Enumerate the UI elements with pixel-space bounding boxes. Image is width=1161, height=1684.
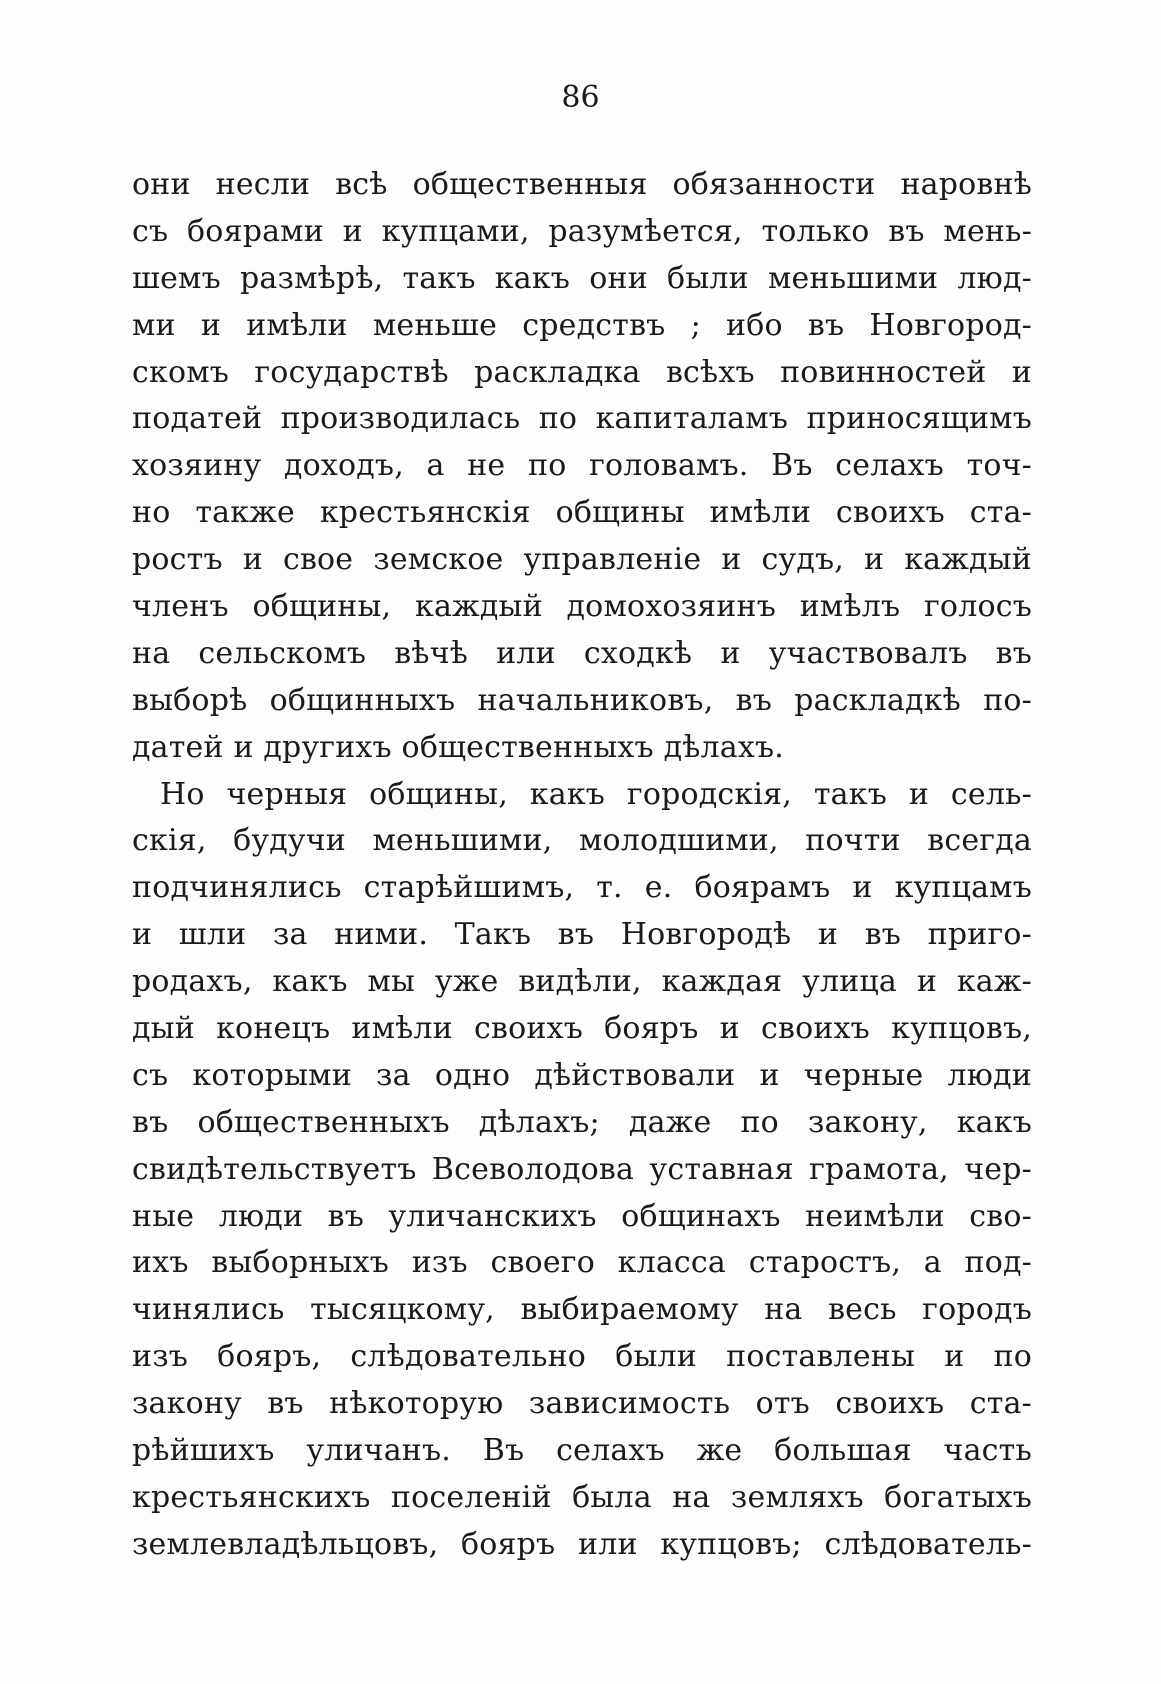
text-line: скомъ государствѣ раскладка всѣхъ повинностей и — [132, 354, 1032, 390]
text-line: ростъ и свое земское управленіе и судъ, и каждый — [132, 542, 1032, 578]
text-line: выборѣ общинныхъ начальниковъ, въ раскладкѣ по- — [132, 682, 1032, 718]
text-line: ихъ выборныхъ изъ своего класса старостъ, а под- — [132, 1245, 1032, 1281]
text-line: въ общественныхъ дѣлахъ; даже по закону, какъ — [132, 1104, 1032, 1140]
text-line: изъ бояръ, слѣдовательно были поставлены и по — [132, 1339, 1032, 1375]
text-line: и шли за ними. Такъ въ Новгородѣ и въ приго- — [132, 917, 1032, 953]
text-line: членъ общины, каждый домохозяинъ имѣлъ голосъ — [132, 589, 1032, 625]
text-line: рѣйшихъ уличанъ. Въ селахъ же большая часть — [132, 1433, 1032, 1469]
text-line: землевладѣльцовъ, бояръ или купцовъ; слѣдователь- — [132, 1526, 1032, 1562]
text-line: съ боярами и купцами, разумѣется, только въ мень- — [132, 213, 1032, 249]
text-line: закону въ нѣкоторую зависимость отъ своихъ ста- — [132, 1386, 1032, 1422]
text-line: свидѣтельствуетъ Всеволодова уставная грамота, чер- — [132, 1151, 1032, 1187]
text-line: дый конецъ имѣли своихъ бояръ и своихъ купцовъ, — [132, 1011, 1032, 1047]
text-line: но также крестьянскія общины имѣли своихъ ста- — [132, 495, 1032, 531]
text-line: на сельскомъ вѣчѣ или сходкѣ и участвовалъ въ — [132, 635, 1032, 671]
text-line: ные люди въ уличанскихъ общинахъ неимѣли сво- — [132, 1198, 1032, 1234]
text-line: родахъ, какъ мы уже видѣли, каждая улица и каж- — [132, 964, 1032, 1000]
text-line: хозяину доходъ, а не по головамъ. Въ селахъ точ- — [132, 448, 1032, 484]
text-line: скія, будучи меньшими, молодшими, почти всегда — [132, 823, 1032, 859]
body-text — [132, 162, 1032, 1569]
text-line: подчинялись старѣйшимъ, т. е. боярамъ и купцамъ — [132, 870, 1032, 906]
text-line: крестьянскихъ поселеній была на земляхъ богатыхъ — [132, 1479, 1032, 1515]
paragraph-end-line: датей и другихъ общественныхъ дѣлахъ. — [132, 729, 785, 765]
text-line: съ которыми за одно дѣйствовали и черные люди — [132, 1057, 1032, 1093]
text-line: чинялись тысяцкому, выбираемому на весь городъ — [132, 1292, 1032, 1328]
text-line: шемъ размѣрѣ, такъ какъ они были меньшими люд- — [132, 260, 1032, 296]
page-number: 86 — [561, 80, 600, 115]
text-line: они несли всѣ общественныя обязанности наровнѣ — [132, 167, 1032, 202]
text-line: ми и имѣли меньше средствъ ; ибо въ Новгород- — [132, 307, 1032, 343]
text-line: податей производилась по капиталамъ приносящимъ — [132, 401, 1032, 437]
paragraph-start-line: Но черныя общины, какъ городскія, такъ и сель- — [160, 776, 1032, 812]
